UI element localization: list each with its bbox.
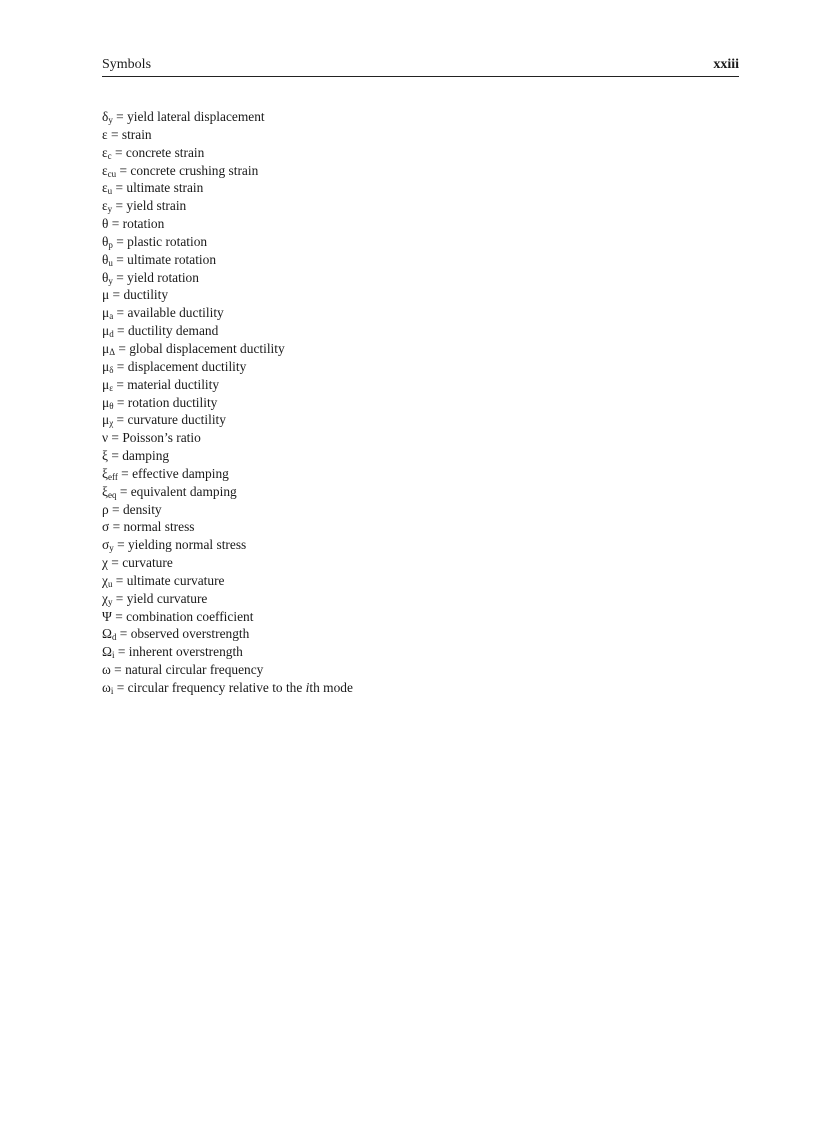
running-head [102,56,739,77]
symbol-glyph: Ω [102,626,112,642]
symbol-entry: Ωd = observed overstrength [102,626,250,643]
symbol-glyph: θ [102,216,109,232]
symbol-subscript: δ [109,364,114,375]
symbol-definition: yield strain [126,198,187,214]
symbol-glyph: ω [102,680,111,695]
symbol-subscript: θ [109,400,114,411]
symbol-definition: curvature [122,555,173,571]
symbol-glyph: μ [102,340,110,356]
symbol-definition: yield rotation [127,269,199,285]
symbol-subscript: eq [107,489,117,500]
symbol-entry: μθ = rotation ductility [102,394,218,411]
symbol-definition: combination coefficient [126,608,254,624]
symbol-definition: global displacement ductility [129,340,285,356]
symbol-subscript: y [107,596,113,607]
symbol-definition: inherent overstrength [128,644,243,660]
symbol-glyph: Ω [102,644,112,660]
symbol-entry: μδ = displacement ductility [102,358,247,375]
symbol-entry: μΔ = global displacement ductility [102,340,285,357]
symbol-entry: ω = natural circular frequency [102,662,264,678]
symbol-definition: available ductility [127,305,224,321]
symbol-subscript: y [108,275,113,286]
symbol-definition: ultimate strain [126,180,204,196]
symbol-definition: rotation ductility [127,394,218,410]
symbol-entry: ξeq = equivalent damping [102,483,237,500]
symbol-definition: ultimate curvature [126,572,225,588]
symbol-entry: ξ = damping [102,448,170,464]
symbol-definition: density [122,501,162,517]
symbol-entry: σ = normal stress [102,519,195,535]
symbol-glyph: μ [102,287,110,303]
section-title: Symbols [102,57,152,72]
symbol-entry: ε = strain [102,126,152,142]
symbol-entry: ξeff = effective damping [102,465,229,482]
symbol-glyph: μ [102,358,110,374]
symbol-subscript: Δ [109,346,115,357]
symbol-entry: μχ = curvature ductility [102,412,226,429]
symbol-subscript: u [107,186,113,197]
symbol-definition: strain [121,126,152,142]
symbol-glyph: δ [102,109,109,124]
symbol-glyph: Ψ [102,608,112,624]
symbol-glyph: μ [102,376,110,392]
symbol-glyph: χ [102,590,108,606]
symbol-glyph: μ [102,412,110,428]
symbol-subscript: d [111,632,117,643]
symbol-glyph: ε [102,162,108,178]
symbol-definition-tail: th mode [309,680,353,695]
symbol-subscript: d [109,329,114,340]
symbol-subscript: a [109,311,114,322]
symbol-entry: εc = concrete strain [102,144,205,161]
symbol-definition: yield curvature [126,590,208,606]
symbol-entry: ρ = density [102,501,162,517]
symbol-subscript: u [108,257,113,268]
page-number: xxiii [713,57,739,72]
symbol-definition: curvature ductility [127,412,226,428]
symbol-subscript: u [107,578,113,589]
symbol-definition: yielding normal stress [127,537,247,553]
symbol-glyph: μ [102,394,110,410]
symbol-entry: μa = available ductility [102,305,224,322]
symbol-glyph: ε [102,126,108,142]
symbol-glyph: ξ [102,465,108,481]
symbol-glyph: ξ [102,448,108,464]
symbol-entry: χu = ultimate curvature [102,572,225,589]
symbol-subscript: i [111,650,115,661]
symbol-definition: observed overstrength [130,626,250,642]
symbol-glyph: θ [102,269,109,285]
symbol-subscript: y [107,204,113,215]
symbol-entry: ν = Poisson’s ratio [102,430,201,446]
symbol-entry: χ = curvature [102,555,173,571]
symbol-entry: Ωi = inherent overstrength [102,644,243,661]
symbol-list [102,108,739,697]
symbol-entry: θ = rotation [102,216,165,232]
symbol-subscript: χ [109,418,114,429]
symbol-definition-italic: i [305,680,310,695]
symbol-definition: damping [122,448,170,464]
symbol-glyph: χ [102,572,108,588]
symbol-entry: εy = yield strain [102,198,187,215]
symbol-definition: rotation [122,216,165,232]
symbol-entry: μd = ductility demand [102,323,219,340]
symbol-glyph: μ [102,305,110,321]
symbol-entry: εcu = concrete crushing strain [102,162,259,179]
symbol-subscript: eff [107,471,118,482]
symbol-glyph: ρ [102,501,109,517]
symbol-glyph: ε [102,198,108,214]
symbol-entry: θu = ultimate rotation [102,251,217,268]
symbol-glyph: θ [102,251,109,267]
symbol-glyph: θ [102,233,109,249]
symbol-glyph: μ [102,323,110,339]
symbol-entry: ωi = circular frequency relative to the ith mode [102,680,353,696]
symbol-glyph: χ [102,555,108,571]
symbol-entry: χy = yield curvature [102,590,208,607]
symbol-definition: equivalent damping [130,483,237,499]
symbol-definition: displacement ductility [127,358,247,374]
symbol-definition: natural circular frequency [125,662,264,678]
symbol-subscript: p [108,239,113,250]
symbol-subscript: i [110,686,114,696]
symbol-entry: θp = plastic rotation [102,233,208,250]
symbol-entry: σy = yielding normal stress [102,537,247,554]
symbol-glyph: σ [102,537,110,553]
symbol-definition: circular frequency relative to the [127,680,306,695]
symbol-subscript: y [108,115,113,125]
symbol-glyph: ω [102,662,111,678]
symbol-entry: θy = yield rotation [102,269,199,286]
symbol-subscript: cu [107,168,117,179]
symbol-definition: material ductility [127,376,220,392]
symbol-definition: Poisson’s ratio [122,430,201,446]
symbol-definition: normal stress [123,519,195,535]
symbol-subscript: y [109,543,114,554]
symbol-definition: plastic rotation [127,233,208,249]
symbol-glyph: ε [102,180,108,196]
symbol-definition: concrete crushing strain [130,162,259,178]
symbol-entry: μ = ductility [102,287,169,303]
symbol-subscript: c [107,150,112,161]
symbol-definition: ultimate rotation [127,251,217,267]
symbol-glyph: ξ [102,483,108,499]
symbol-definition: ductility demand [127,323,219,339]
symbol-entry: εu = ultimate strain [102,180,204,197]
symbol-definition: concrete strain [125,144,205,160]
symbol-glyph: ν [102,430,109,446]
symbol-entry: Ψ = combination coefficient [102,608,254,624]
symbol-glyph: ε [102,144,108,160]
symbol-subscript: ε [109,382,113,393]
symbol-definition: effective damping [132,465,229,481]
symbol-entry: με = material ductility [102,376,220,393]
symbol-definition: ductility [123,287,169,303]
symbol-glyph: σ [102,519,110,535]
symbol-entry: δy = yield lateral displacement [102,109,265,125]
symbol-definition: yield lateral displacement [127,109,265,124]
